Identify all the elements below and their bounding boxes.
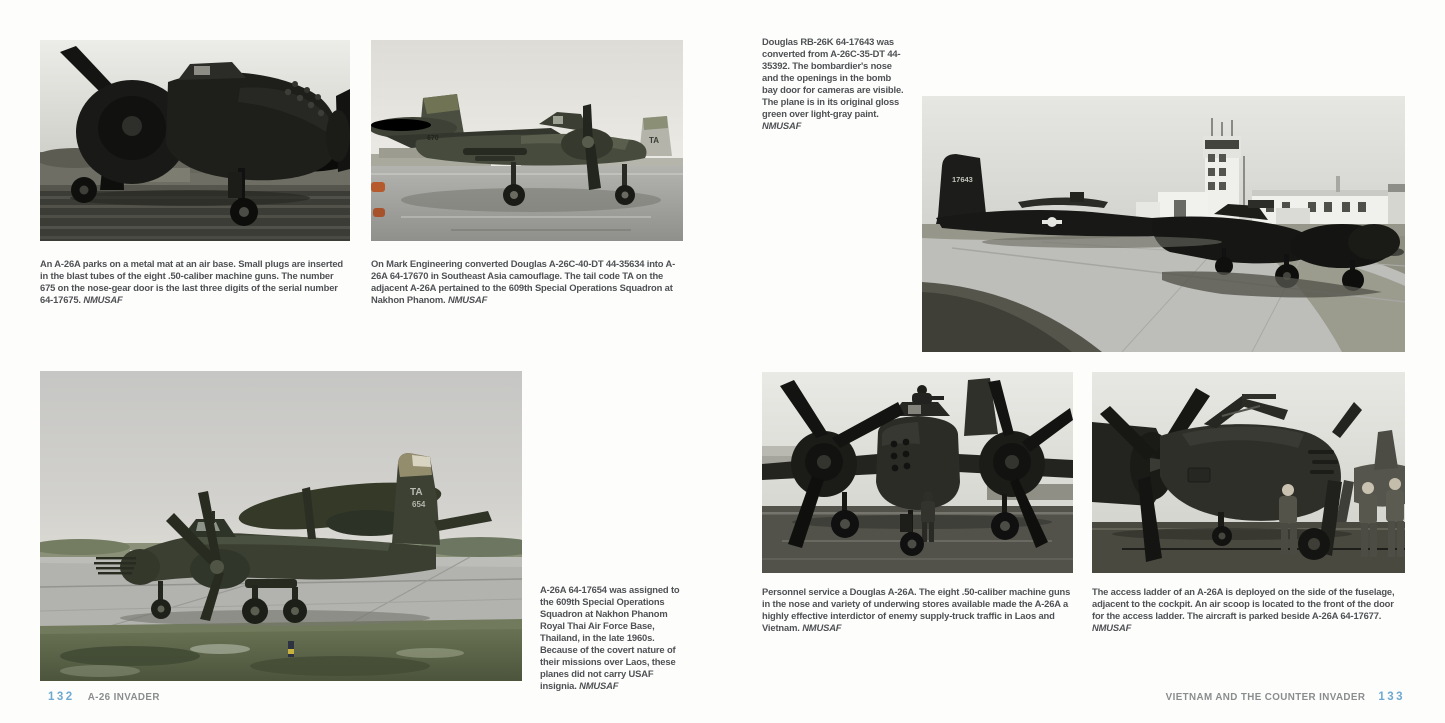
caption-access-ladder [1092, 586, 1408, 634]
caption-photo1 [40, 258, 348, 306]
chapter-title-left: A-26 INVADER [87, 692, 160, 703]
caption-color-photo-text: A-26A 64-17654 was assigned to the 609th Special Operations Squadron at Nakhon Phanom Royal Thai Air Force Base, Thailand, in the late 1960s. Because of the covert nature of their missions over Laos, these planes did not carry USAF insignia. [540, 584, 680, 691]
caption-photo2 [371, 258, 683, 306]
caption-personnel-credit: NMUSAF [802, 622, 842, 633]
tail-number-670: 670 [427, 135, 439, 142]
photo-a26a-metal-mat [40, 40, 350, 241]
caption-photo1-credit: NMUSAF [83, 294, 123, 305]
photo-a26a-color-illustration [40, 371, 522, 681]
page-number-left: 132 [48, 691, 75, 703]
caption-photo2-text: On Mark Engineering converted Douglas A-26C-40-DT 44-35634 into A-26A 64-17670 in Southeast Asia camouflage. The tail code TA on the adjacent A-26A pertained to the 609th Special Operations Squadron at Nakhon Phanom. [371, 258, 676, 305]
caption-color-photo-credit: NMUSAF [579, 680, 619, 691]
top-tail-number: 17643 [952, 175, 973, 184]
caption-access-ladder-credit: NMUSAF [1092, 622, 1132, 633]
photo-access-ladder-illustration [1092, 372, 1405, 573]
footer-right [1166, 691, 1405, 703]
caption-access-ladder-text: The access ladder of an A-26A is deployed on the side of the fuselage, adjacent to the cockpit. An air scoop is located to the front of the door for the access ladder. The aircraft is parked beside A-26A 64-17677. [1092, 586, 1395, 621]
photo-a26a-access-ladder [1092, 372, 1405, 573]
photo-a26a-camouflage-ramp [371, 40, 683, 241]
caption-rb26k [762, 36, 908, 132]
page-number-right: 133 [1378, 691, 1405, 703]
photo-rb26k-illustration [922, 96, 1405, 352]
caption-rb26k-text: Douglas RB-26K 64-17643 was converted from A-26C-35-DT 44-35392. The bombardier's nose and the openings in the bomb bay door for cameras are visible. The plane is in its original gloss green over light-gray paint. [762, 36, 904, 119]
caption-color-photo [540, 584, 688, 692]
photo-a26a-personnel-service [762, 372, 1073, 573]
footer-left [48, 691, 160, 703]
caption-photo1-text: An A-26A parks on a metal mat at an air base. Small plugs are inserted in the blast tubes of the eight .50-caliber machine guns. The number 675 on the nose-gear door is the last three digits of the serial number 64-17675. [40, 258, 343, 305]
caption-personnel [762, 586, 1074, 634]
photo-a26a-metal-mat-illustration [40, 40, 350, 241]
caption-rb26k-credit: NMUSAF [762, 120, 802, 131]
caption-photo2-credit: NMUSAF [447, 294, 488, 305]
color-tail-code: TA [410, 487, 423, 498]
caption-personnel-text: Personnel service a Douglas A-26A. The eight .50-caliber machine guns in the nose and variety of underwing stores available made the A-26A a highly effective interdictor of enemy supply-truck traffic in Laos and Vietnam. [762, 586, 1071, 633]
color-tail-number: 654 [412, 500, 426, 509]
photo-a26a-color-taxiway [40, 371, 522, 681]
photo-personnel-illustration [762, 372, 1073, 573]
photo-rb26k-tower [922, 96, 1405, 352]
chapter-title-right: VIETNAM AND THE COUNTER INVADER [1165, 692, 1366, 703]
adjacent-tail-code: TA [649, 136, 660, 145]
grass-foreground [40, 619, 522, 681]
photo-a26a-camouflage-illustration [371, 40, 683, 241]
